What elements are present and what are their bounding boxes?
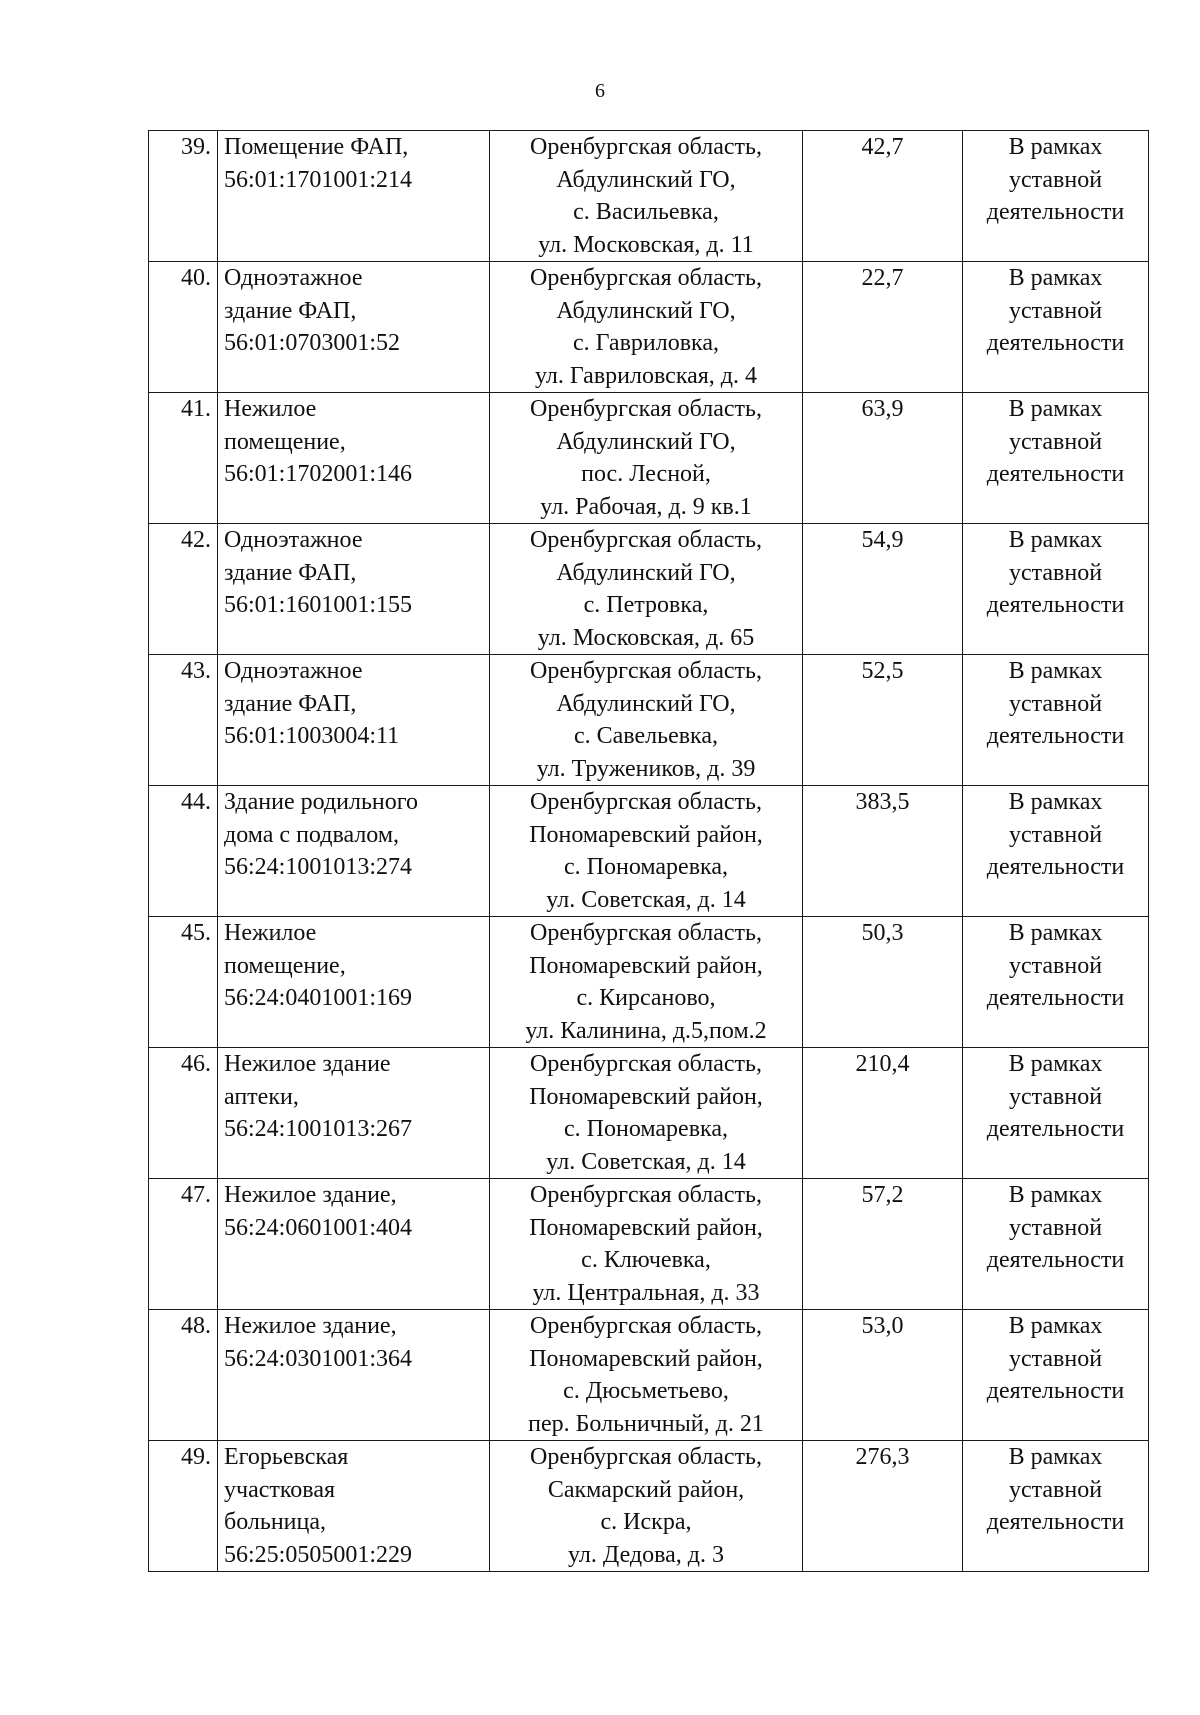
address-cell xyxy=(490,786,803,917)
address-line: ул. Московская, д. 65 xyxy=(537,624,755,651)
object-line: больница, xyxy=(224,1509,326,1535)
table-row xyxy=(149,262,1149,393)
address-line: с. Ключевка, xyxy=(581,1247,711,1273)
area-cell: 57,2 xyxy=(803,1179,963,1310)
address-line: Пономаревский район, xyxy=(529,952,763,979)
purpose-cell xyxy=(963,1310,1149,1441)
purpose-line: уставной xyxy=(1008,952,1103,979)
property-table-body xyxy=(149,131,1149,1572)
address-line: Пономаревский район, xyxy=(529,1214,763,1241)
address-line: Оренбургская область, xyxy=(530,1182,762,1208)
address-line: ул. Центральная, д. 33 xyxy=(532,1279,760,1306)
address-line: ул. Советская, д. 14 xyxy=(546,886,746,913)
object-cell xyxy=(218,393,490,524)
address-cell xyxy=(490,524,803,655)
row-number-cell: 40. xyxy=(149,262,218,393)
purpose-cell xyxy=(963,131,1149,262)
table-row xyxy=(149,1179,1149,1310)
address-line: ул. Калинина, д.5,пом.2 xyxy=(525,1017,767,1044)
table-row xyxy=(149,1310,1149,1441)
purpose-line: уставной xyxy=(1008,1345,1103,1372)
area-cell: 63,9 xyxy=(803,393,963,524)
purpose-line: В рамках xyxy=(1008,789,1103,815)
object-line: помещение, xyxy=(224,428,346,455)
object-line: 56:01:1702001:146 xyxy=(224,461,413,487)
address-cell xyxy=(490,1441,803,1572)
row-number-cell: 42. xyxy=(149,524,218,655)
row-number-cell: 46. xyxy=(149,1048,218,1179)
address-cell xyxy=(490,1310,803,1441)
address-cell xyxy=(490,1048,803,1179)
object-cell xyxy=(218,786,490,917)
object-line: Нежилое здание, xyxy=(224,1313,397,1339)
object-line: здание ФАП, xyxy=(224,690,357,717)
object-cell xyxy=(218,655,490,786)
purpose-line: деятельности xyxy=(986,854,1125,880)
table-row xyxy=(149,786,1149,917)
address-line: Оренбургская область, xyxy=(530,396,762,422)
object-cell xyxy=(218,262,490,393)
address-line: Оренбургская область, xyxy=(530,1313,762,1339)
object-line: Нежилое здание xyxy=(224,1051,391,1077)
object-line: 56:24:0401001:169 xyxy=(224,985,413,1011)
purpose-line: В рамках xyxy=(1008,396,1103,422)
address-line: Пономаревский район, xyxy=(529,1345,763,1372)
area-cell: 50,3 xyxy=(803,917,963,1048)
address-cell xyxy=(490,655,803,786)
object-cell xyxy=(218,1179,490,1310)
object-line: Нежилое xyxy=(224,920,317,946)
address-line: ул. Рабочая, д. 9 кв.1 xyxy=(540,493,752,520)
purpose-cell xyxy=(963,524,1149,655)
purpose-line: деятельности xyxy=(986,1509,1125,1535)
object-line: аптеки, xyxy=(224,1083,299,1110)
object-cell xyxy=(218,131,490,262)
object-cell xyxy=(218,917,490,1048)
purpose-line: уставной xyxy=(1008,1083,1103,1110)
address-line: Абдулинский ГО, xyxy=(556,690,736,717)
purpose-cell xyxy=(963,786,1149,917)
row-number-cell: 45. xyxy=(149,917,218,1048)
object-line: 56:01:1003004:11 xyxy=(224,723,400,749)
area-cell: 52,5 xyxy=(803,655,963,786)
purpose-line: уставной xyxy=(1008,1476,1103,1503)
address-line: пос. Лесной, xyxy=(581,461,711,487)
purpose-cell xyxy=(963,262,1149,393)
object-line: Одноэтажное xyxy=(224,527,363,553)
purpose-line: деятельности xyxy=(986,985,1125,1011)
address-line: Оренбургская область, xyxy=(530,920,762,946)
address-line: Сакмарский район, xyxy=(547,1476,745,1503)
purpose-line: деятельности xyxy=(986,723,1125,749)
area-cell: 53,0 xyxy=(803,1310,963,1441)
address-line: ул. Гавриловская, д. 4 xyxy=(534,362,758,389)
address-line: ул. Дедова, д. 3 xyxy=(567,1541,724,1568)
purpose-line: уставной xyxy=(1008,297,1103,324)
address-line: Оренбургская область, xyxy=(530,1444,762,1470)
object-line: Помещение ФАП, xyxy=(224,134,409,160)
address-line: с. Дюсьметьево, xyxy=(563,1378,729,1404)
purpose-line: деятельности xyxy=(986,592,1125,618)
address-line: Оренбургская область, xyxy=(530,1051,762,1077)
table-row xyxy=(149,1441,1149,1572)
object-line: Одноэтажное xyxy=(224,265,363,291)
purpose-line: уставной xyxy=(1008,428,1103,455)
address-cell xyxy=(490,917,803,1048)
table-row xyxy=(149,917,1149,1048)
purpose-line: деятельности xyxy=(986,199,1125,225)
address-line: Оренбургская область, xyxy=(530,527,762,553)
purpose-line: В рамках xyxy=(1008,1313,1103,1339)
object-line: помещение, xyxy=(224,952,346,979)
object-line: дома с подвалом, xyxy=(224,821,400,848)
address-line: Абдулинский ГО, xyxy=(556,428,736,455)
address-line: с. Гавриловка, xyxy=(572,330,719,356)
row-number-cell: 41. xyxy=(149,393,218,524)
purpose-line: В рамках xyxy=(1008,920,1103,946)
address-line: с. Пономаревка, xyxy=(564,1116,728,1142)
purpose-cell xyxy=(963,1048,1149,1179)
row-number-cell: 43. xyxy=(149,655,218,786)
table-row xyxy=(149,131,1149,262)
purpose-line: уставной xyxy=(1008,166,1103,193)
address-line: Оренбургская область, xyxy=(530,789,762,815)
purpose-cell xyxy=(963,917,1149,1048)
table-row xyxy=(149,524,1149,655)
object-line: участковая xyxy=(224,1476,336,1503)
property-table xyxy=(148,130,1149,1572)
object-line: 56:01:0703001:52 xyxy=(224,330,401,356)
address-line: Оренбургская область, xyxy=(530,658,762,684)
row-number-cell: 39. xyxy=(149,131,218,262)
address-cell xyxy=(490,262,803,393)
object-line: 56:24:0301001:364 xyxy=(224,1345,413,1372)
purpose-line: деятельности xyxy=(986,461,1125,487)
address-cell xyxy=(490,131,803,262)
object-line: здание ФАП, xyxy=(224,297,357,324)
row-number-cell: 44. xyxy=(149,786,218,917)
address-line: с. Васильевка, xyxy=(573,199,719,225)
object-line: 56:24:1001013:274 xyxy=(224,854,413,880)
purpose-line: В рамках xyxy=(1008,265,1103,291)
purpose-line: уставной xyxy=(1008,559,1103,586)
area-cell: 276,3 xyxy=(803,1441,963,1572)
purpose-line: уставной xyxy=(1008,690,1103,717)
address-line: с. Петровка, xyxy=(583,592,709,618)
purpose-cell xyxy=(963,393,1149,524)
row-number-cell: 48. xyxy=(149,1310,218,1441)
address-line: с. Савельевка, xyxy=(573,723,718,749)
purpose-line: деятельности xyxy=(986,1116,1125,1142)
address-line: Оренбургская область, xyxy=(530,265,762,291)
area-cell: 54,9 xyxy=(803,524,963,655)
purpose-line: В рамках xyxy=(1008,658,1103,684)
address-line: Оренбургская область, xyxy=(530,134,762,160)
address-line: Абдулинский ГО, xyxy=(556,166,736,193)
address-line: ул. Тружеников, д. 39 xyxy=(536,755,756,782)
object-line: 56:24:0601001:404 xyxy=(224,1214,413,1241)
address-line: ул. Московская, д. 11 xyxy=(538,231,754,258)
address-cell xyxy=(490,393,803,524)
address-line: Пономаревский район, xyxy=(529,821,763,848)
address-cell xyxy=(490,1179,803,1310)
area-cell: 42,7 xyxy=(803,131,963,262)
area-cell: 210,4 xyxy=(803,1048,963,1179)
purpose-cell xyxy=(963,655,1149,786)
object-line: 56:24:1001013:267 xyxy=(224,1116,413,1142)
object-line: Нежилое xyxy=(224,396,317,422)
address-line: Абдулинский ГО, xyxy=(556,297,736,324)
address-line: Пономаревский район, xyxy=(529,1083,763,1110)
object-cell xyxy=(218,524,490,655)
purpose-line: деятельности xyxy=(986,1247,1125,1273)
purpose-line: В рамках xyxy=(1008,527,1103,553)
purpose-line: В рамках xyxy=(1008,1051,1103,1077)
area-cell: 383,5 xyxy=(803,786,963,917)
address-line: ул. Советская, д. 14 xyxy=(546,1148,746,1175)
table-row xyxy=(149,1048,1149,1179)
area-cell: 22,7 xyxy=(803,262,963,393)
row-number-cell: 47. xyxy=(149,1179,218,1310)
purpose-line: В рамках xyxy=(1008,134,1103,160)
address-line: с. Искра, xyxy=(600,1509,692,1535)
object-line: Егорьевская xyxy=(224,1444,349,1470)
purpose-line: уставной xyxy=(1008,1214,1103,1241)
purpose-line: деятельности xyxy=(986,1378,1125,1404)
table-row xyxy=(149,655,1149,786)
object-cell xyxy=(218,1441,490,1572)
purpose-cell xyxy=(963,1179,1149,1310)
object-line: здание ФАП, xyxy=(224,559,357,586)
object-cell xyxy=(218,1310,490,1441)
purpose-line: деятельности xyxy=(986,330,1125,356)
table-row xyxy=(149,393,1149,524)
address-line: с. Пономаревка, xyxy=(564,854,728,880)
object-line: Нежилое здание, xyxy=(224,1182,397,1208)
address-line: Абдулинский ГО, xyxy=(556,559,736,586)
address-line: с. Кирсаново, xyxy=(576,985,716,1011)
purpose-line: уставной xyxy=(1008,821,1103,848)
row-number-cell: 49. xyxy=(149,1441,218,1572)
purpose-line: В рамках xyxy=(1008,1182,1103,1208)
purpose-cell xyxy=(963,1441,1149,1572)
object-line: 56:01:1701001:214 xyxy=(224,166,413,193)
purpose-line: В рамках xyxy=(1008,1444,1103,1470)
object-line: 56:25:0505001:229 xyxy=(224,1541,413,1568)
object-cell xyxy=(218,1048,490,1179)
object-line: Здание родильного xyxy=(224,789,419,815)
page-number: 6 xyxy=(595,80,605,102)
address-line: пер. Больничный, д. 21 xyxy=(528,1410,764,1437)
object-line: 56:01:1601001:155 xyxy=(224,592,413,618)
object-line: Одноэтажное xyxy=(224,658,363,684)
